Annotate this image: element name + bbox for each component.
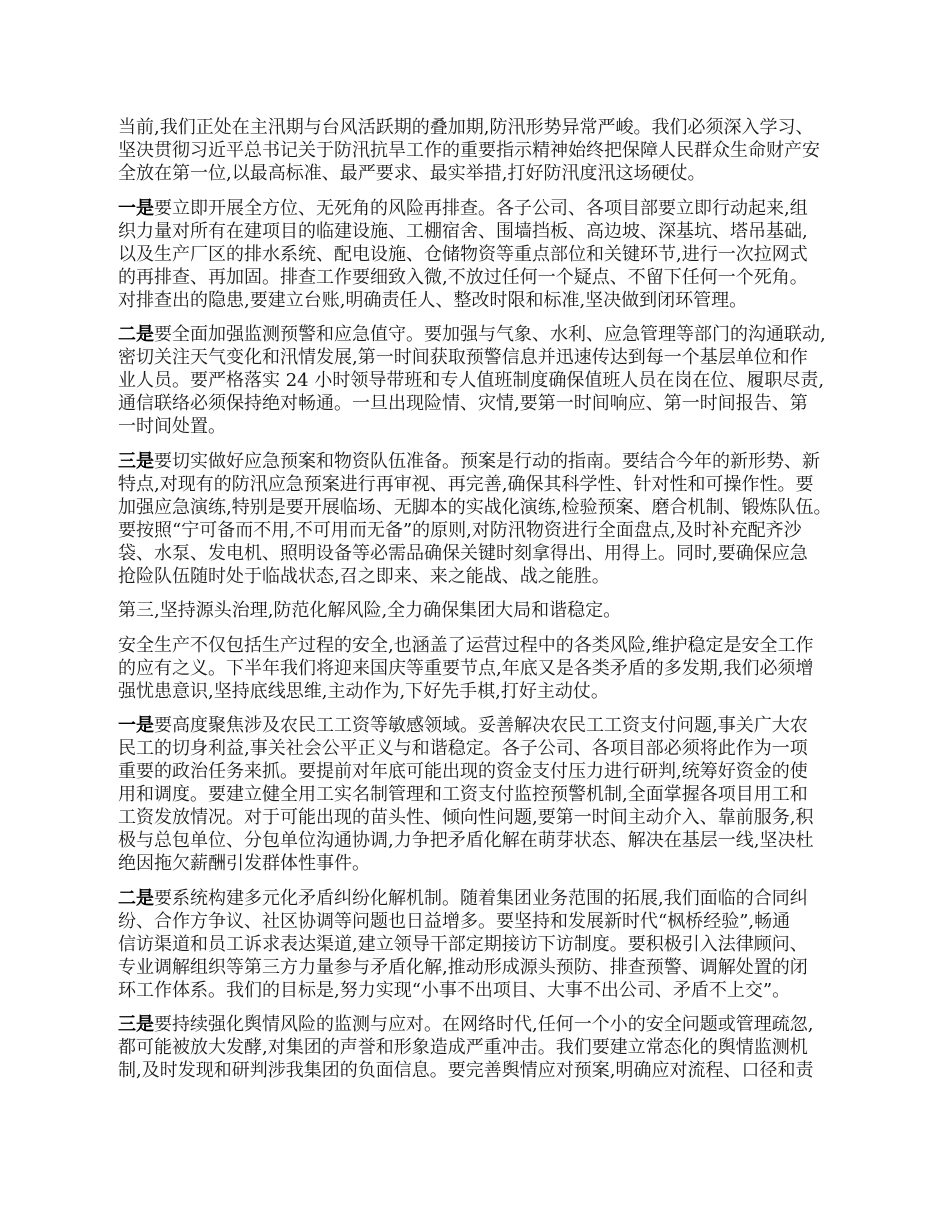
- line-text: 工资发放情况。对于可能出现的苗头性、倾向性问题,要第一时间主动介入、靠前服务,积: [118, 807, 814, 828]
- text-line: [118, 139, 843, 162]
- text-line: [118, 392, 843, 415]
- line-text: 密切关注天气变化和汛情发展,第一时间获取预警信息并迅速传达到每一个基层单位和作: [118, 347, 808, 368]
- line-text: 业人员。要严格落实 24 小时领导带班和专人值班制度确保值班人员在岗在位、履职尽责,: [118, 370, 825, 391]
- text-line: [118, 323, 843, 346]
- text-line: [118, 783, 843, 806]
- text-line: [118, 1036, 843, 1059]
- paragraph: [118, 1013, 843, 1082]
- text-line: [118, 415, 843, 438]
- line-text: 要高度聚焦涉及农民工工资等敏感领域。妥善解决农民工工资支付问题,事关广大农: [154, 715, 808, 736]
- paragraph: [118, 634, 843, 703]
- text-line: [118, 346, 843, 369]
- paragraph-lead: 三是: [118, 450, 154, 472]
- text-line: [118, 519, 843, 542]
- text-line: [118, 289, 843, 312]
- line-text: 一时间处置。: [118, 416, 226, 437]
- text-line: [118, 266, 843, 289]
- text-line: [118, 473, 843, 496]
- paragraph: [118, 887, 843, 1002]
- paragraph-lead: 二是: [118, 887, 154, 909]
- line-text: 抢险队伍随时处于临战状态,召之即来、来之能战、战之能胜。: [118, 565, 610, 587]
- line-text: 加强应急演练,特别是要开展临场、无脚本的实战化演练,检验预案、磨合机制、锻炼队伍。: [118, 496, 832, 518]
- line-text: 安全生产不仅包括生产过程的安全,也涵盖了运营过程中的各类风险,维护稳定是安全工作: [118, 634, 814, 656]
- line-text: 环工作体系。我们的目标是,努力实现“小事不出项目、大事不出公司、矛盾不上交”。: [118, 979, 791, 1001]
- text-line: [118, 599, 843, 622]
- text-line: [118, 496, 843, 519]
- line-text: 强忧患意识,坚持底线思维,主动作为,下好先手棋,打好主动仗。: [118, 680, 609, 702]
- line-text: 特点,对现有的防汛应急预案进行再审视、再完善,确保其科学性、针对性和可操作性。要: [118, 473, 814, 495]
- line-text: 要全面加强监测预警和应急值守。要加强与气象、水利、应急管理等部门的沟通联动,: [154, 324, 826, 345]
- text-line: [118, 933, 843, 956]
- line-text: 要切实做好应急预案和物资队伍准备。预案是行动的指南。要结合今年的新形势、新: [154, 450, 820, 472]
- text-line: [118, 887, 843, 910]
- text-line: [118, 829, 843, 852]
- text-line: [118, 806, 843, 829]
- line-text: 用和调度。要建立健全用工实名制管理和工资支付监控预警机制,全面掌握各项目用工和: [118, 784, 808, 805]
- text-line: [118, 910, 843, 933]
- text-line: [118, 243, 843, 266]
- line-text: 通信联络必须保持绝对畅通。一旦出现险情、灾情,要第一时间响应、第一时间报告、第: [118, 393, 808, 414]
- text-line: [118, 1059, 843, 1082]
- text-line: [118, 634, 843, 657]
- line-text: 第三,坚持源头治理,防范化解风险,全力确保集团大局和谐稳定。: [118, 600, 622, 621]
- paragraph: [118, 714, 843, 875]
- document-body: [118, 116, 843, 1094]
- paragraph: [118, 599, 843, 622]
- line-text: 全放在第一位,以最高标准、最严要求、最实举措,打好防汛度汛这场硬仗。: [118, 163, 706, 184]
- text-line: [118, 542, 843, 565]
- line-text: 制,及时发现和研判涉我集团的负面信息。要完善舆情应对预案,明确应对流程、口径和责: [118, 1060, 814, 1081]
- text-line: [118, 760, 843, 783]
- text-line: [118, 220, 843, 243]
- text-line: [118, 852, 843, 875]
- line-text: 都可能被放大发酵,对集团的声誉和形象造成严重冲击。我们要建立常态化的舆情监测机: [118, 1037, 808, 1058]
- text-line: [118, 197, 843, 220]
- text-line: [118, 680, 843, 703]
- line-text: 信访渠道和员工诉求表达渠道,建立领导干部定期接访下访制度。要积极引入法律顾问、: [118, 933, 808, 955]
- line-text: 对排查出的隐患,要建立台账,明确责任人、整改时限和标准,坚决做到闭环管理。: [118, 289, 748, 311]
- text-line: [118, 657, 843, 680]
- line-text: 极与总包单位、分包单位沟通协调,力争把矛盾化解在萌芽状态、解决在基层一线,坚决杜: [118, 830, 814, 851]
- text-line: [118, 714, 843, 737]
- paragraph: [118, 450, 843, 588]
- line-text: 纷、合作方争议、社区协调等问题也日益增多。要坚持和发展新时代“枫桥经验”,畅通: [118, 910, 791, 932]
- paragraph-lead: 三是: [118, 1014, 154, 1035]
- line-text: 坚决贯彻习近平总书记关于防汛抗旱工作的重要指示精神始终把保障人民群众生命财产安: [118, 140, 820, 161]
- paragraph: [118, 116, 843, 185]
- line-text: 重要的政治任务来抓。要提前对年底可能出现的资金支付压力进行研判,统筹好资金的使: [118, 761, 808, 782]
- paragraph-lead: 二是: [118, 324, 154, 345]
- line-text: 要立即开展全方位、无死角的风险再排查。各子公司、各项目部要立即行动起来,组: [154, 197, 808, 219]
- line-text: 织力量对所有在建项目的临建设施、工棚宿舍、围墙挡板、高边坡、深基坑、塔吊基础,: [118, 220, 808, 242]
- line-text: 以及生产厂区的排水系统、配电设施、仓储物资等重点部位和关键环节,进行一次拉网式: [118, 243, 808, 265]
- line-text: 当前,我们正处在主汛期与台风活跃期的叠加期,防汛形势异常严峻。我们必须深入学习、: [118, 117, 814, 138]
- text-line: [118, 565, 843, 588]
- paragraph: [118, 323, 843, 438]
- text-line: [118, 162, 843, 185]
- line-text: 专业调解组织等第三方力量参与矛盾化解,推动形成源头预防、排查预警、调解处置的闭: [118, 956, 808, 978]
- line-text: 袋、水泵、发电机、照明设备等必需品确保关键时刻拿得出、用得上。同时,要确保应急: [118, 542, 808, 564]
- paragraph-lead: 一是: [118, 715, 154, 736]
- text-line: [118, 450, 843, 473]
- line-text: 的再排查、再加固。排查工作要细致入微,不放过任何一个疑点、不留下任何一个死角。: [118, 266, 808, 288]
- text-line: [118, 737, 843, 760]
- line-text: 民工的切身利益,事关社会公平正义与和谐稳定。各子公司、各项目部必须将此作为一项: [118, 738, 808, 759]
- paragraph-lead: 一是: [118, 197, 154, 219]
- line-text: 要持续强化舆情风险的监测与应对。在网络时代,任何一个小的安全问题或管理疏忽,: [154, 1014, 814, 1035]
- line-text: 的应有之义。下半年我们将迎来国庆等重要节点,年底又是各类矛盾的多发期,我们必须增: [118, 657, 814, 679]
- text-line: [118, 979, 843, 1002]
- text-line: [118, 956, 843, 979]
- line-text: 绝因拖欠薪酬引发群体性事件。: [118, 853, 370, 874]
- line-text: 要系统构建多元化矛盾纠纷化解机制。随着集团业务范围的拓展,我们面临的合同纠: [154, 887, 808, 909]
- text-line: [118, 1013, 843, 1036]
- line-text: 要按照“宁可备而不用,不可用而无备”的原则,对防汛物资进行全面盘点,及时补充配齐沙: [118, 519, 802, 541]
- text-line: [118, 116, 843, 139]
- text-line: [118, 369, 843, 392]
- paragraph: [118, 197, 843, 312]
